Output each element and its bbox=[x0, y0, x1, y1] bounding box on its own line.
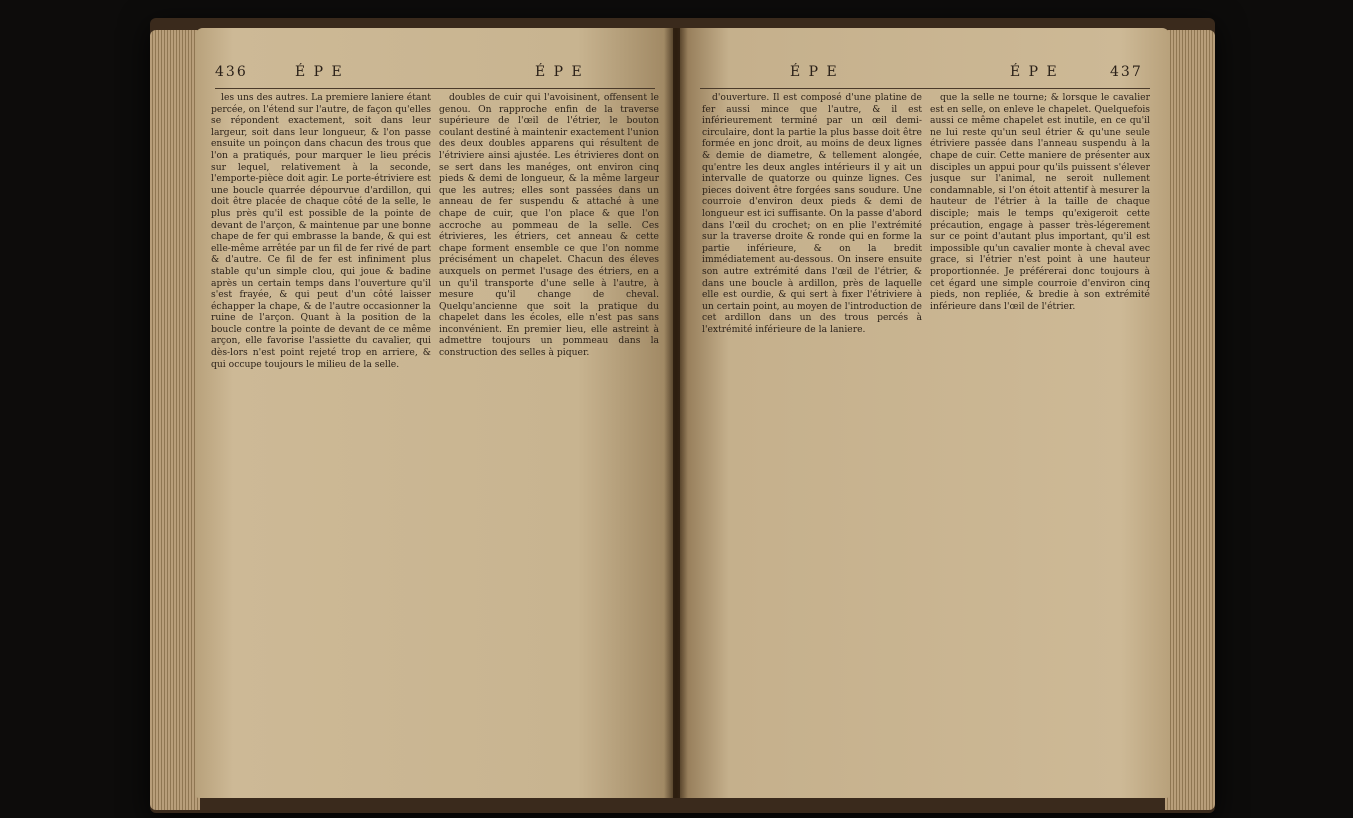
running-head-left-1: É P E bbox=[295, 64, 344, 80]
column-text: d'ouverture. Il est composé d'une platine de fer aussi mince que l'autre, & il est inférieurement terminé par un œil demi-circulaire, dont la partie la plus basse doit être formée en jonc droit, au moins de deux lignes & demie de diametre, & tellement alongée, qu'entre les deux angles intérieurs il y ait un intervalle de quatorze ou quinze lignes. Ces pieces doivent être forgées sans soudure. Une courroie d'environ deux pieds & demi de longueur est ici suffisante. On la passe d'abord dans l'œil du crochet; on en plie l'extrémité sur la traverse droite & ronde qui en forme la partie inférieure, & on la bredit immédiatement au-dessous. On insere ensuite son autre extrémité dans l'œil de l'étrier, & dans une boucle à ardillon, près de laquelle elle est ourdie, & qui sert à fixer l'étriviere à un certain point, au moyen de l'introduction de cet ardillon dans un des trous percés à l'extrémité inférieure de la laniere. bbox=[702, 92, 922, 335]
book-gutter bbox=[664, 28, 688, 798]
page-edges-right bbox=[1165, 30, 1215, 810]
left-page-column-2 bbox=[439, 92, 659, 784]
running-head-right-1: É P E bbox=[790, 64, 839, 80]
right-page bbox=[680, 28, 1170, 798]
right-page-header bbox=[680, 64, 1170, 88]
column-text: que la selle ne tourne; & lorsque le cavalier est en selle, on enleve le chapelet. Quelquefois aussi ce même chapelet est inutile, en ce qu'il ne lui reste qu'un seul étrier & qu'une seule étriviere passée dans l'anneau suspendu à la chape de cuir. Cette maniere de présenter aux disciples un appui pour qu'ils puissent s'élever jusque sur l'animal, ne seroit nullement condamnable, si l'on étoit attentif à mesurer la hauteur de l'étrier à la taille de chaque disciple; mais le temps qu'exigeroit cette précaution, engage à passer très-légerement sur ce point d'autant plus important, qu'il est impossible qu'un cavalier monte à cheval avec grace, si l'étrier n'est point à une hauteur proportionnée. Je préférerai donc toujours à cet égard une simple courroie d'environ cinq pieds, non repliée, & bredie à son extrémité inférieure dans l'œil de l'étrier. bbox=[930, 92, 1150, 312]
page-number-left: 436 bbox=[215, 64, 248, 80]
header-rule bbox=[700, 88, 1150, 89]
running-head-right-2: É P E bbox=[1010, 64, 1059, 80]
right-page-column-1 bbox=[702, 92, 922, 784]
right-page-column-2 bbox=[930, 92, 1150, 784]
left-page-column-1 bbox=[211, 92, 431, 784]
running-head-left-2: É P E bbox=[535, 64, 584, 80]
left-page bbox=[195, 28, 673, 798]
header-rule bbox=[215, 88, 655, 89]
page-edges-left bbox=[150, 30, 200, 810]
page-number-right: 437 bbox=[1110, 64, 1143, 80]
column-text: les uns des autres. La premiere laniere étant percée, on l'étend sur l'autre, de façon qu'elles se répondent exactement, soit dans leur largeur, soit dans leur longueur, & l'on passe ensuite un poinçon dans chacun des trous que l'on a pratiqués, pour marquer le lieu précis sur lequel, relativement à la seconde, l'emporte-pièce doit agir. Le porte-étriviere est une boucle quarrée dépourvue d'ardillon, qui doit être placée de chaque côté de la selle, le plus près qu'il est possible de la pointe de devant de l'arçon, & maintenue par une bonne chape de fer qui embrasse la bande, & qui est elle-même arrêtée par un fil de fer rivé de part & d'autre. Ce fil de fer est infiniment plus stable qu'un simple clou, qui joue & badine après un certain temps dans l'ouverture qu'il s'est frayée, & qui peut d'un côté laisser échapper la chape, & de l'autre occasionner la ruine de l'arçon. Quant à la position de la boucle contre la pointe de devant de ce même arçon, elle favorise l'assiette du cavalier, qui dès-lors n'est point rejeté trop en arriere, & qui occupe toujours le milieu de la selle. bbox=[211, 92, 431, 370]
left-page-header bbox=[195, 64, 673, 88]
column-text: doubles de cuir qui l'avoisinent, offensent le genou. On rapproche enfin de la traverse supérieure de l'œil de l'étrier, le bouton coulant destiné à maintenir exactement l'union des deux doubles apparens qui résultent de l'étriviere ainsi ajustée. Les étrivieres dont on se sert dans les manéges, ont environ cinq pieds & demi de longueur, & la même largeur que les autres; elles sont passées dans un anneau de fer suspendu & attaché à une chape de cuir, que l'on place & que l'on accroche au pommeau de la selle. Ces étrivieres, les étriers, cet anneau & cette chape forment ensemble ce que l'on nomme précisément un chapelet. Chacun des éleves auxquels on permet l'usage des étriers, en a un qu'il transporte d'une selle à l'autre, à mesure qu'il change de cheval. Quelqu'ancienne que soit la pratique du chapelet dans les écoles, elle n'est pas sans inconvénient. En premier lieu, elle astreint à admettre toujours un pommeau dans la construction des selles à piquer. bbox=[439, 92, 659, 359]
